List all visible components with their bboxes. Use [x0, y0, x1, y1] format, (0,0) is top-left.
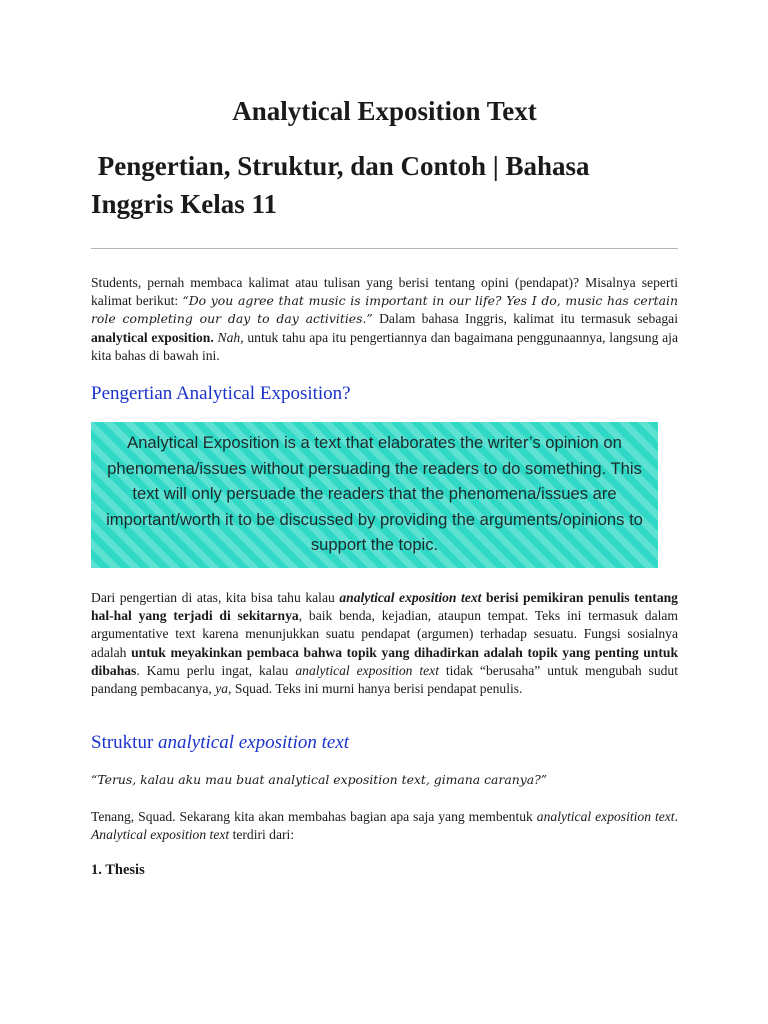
intro-nah: Nah [217, 329, 241, 345]
explanation-bold-1: berisi pemikiran penulis tentang hal-hal yang terjadi di sekitarnya [91, 590, 678, 624]
struktur-text-3: terdiri dari: [229, 827, 295, 843]
page-subtitle: Pengertian, Struktur, dan Contoh | Bahasa Inggris Kelas 11 [91, 151, 597, 219]
thesis-heading: 1. Thesis [91, 862, 145, 878]
explanation-italic-2: ya, [215, 681, 232, 697]
explanation-text-1: Dari pengertian di atas, kita bisa tahu kalau [91, 590, 340, 605]
struktur-paragraph [91, 808, 678, 844]
intro-quote: “Do you agree that music is important in our life? Yes I do, music has certain role completing our day to day activities.” [91, 293, 678, 327]
explanation-text-2: , baik benda, kejadian, ataupun tempat. Teks ini termasuk dalam argumentative text karena menunjukkan suatu pendapat (argumen) terhadap sesuatu. Fungsi sosialnya adalah [91, 608, 679, 660]
heading-struktur [91, 731, 349, 755]
explanation-paragraph [91, 589, 678, 698]
intro-bold-term: analytical exposition. [91, 329, 214, 345]
heading-pengertian: Pengertian Analytical Exposition? [91, 383, 351, 404]
struktur-text-2: . [674, 809, 678, 824]
explanation-italic-1: analytical exposition text [295, 662, 439, 678]
heading-struktur-italic: analytical exposition text [158, 732, 350, 753]
struktur-text-1: Tenang, Squad. Sekarang kita akan membahas bagian apa saja yang membentuk [91, 809, 537, 824]
explanation-text-3: . Kamu perlu ingat, kalau [136, 662, 296, 678]
intro-paragraph [91, 274, 678, 365]
struktur-quote: “Terus, kalau aku mau buat analytical exposition text, gimana caranya?” [91, 772, 548, 787]
definition-callout-text: Analytical Exposition is a text that elaborates the writer’s opinion on phenomena/issues without persuading the readers to do something. This text will only persuade the readers that the phenomena/issues are important/worth it to be discussed by providing the arguments/opinions to support the topic. [106, 433, 643, 554]
explanation-text-5: Squad. Teks ini murni hanya berisi pendapat penulis. [231, 681, 523, 697]
struktur-italic-1: analytical exposition text [536, 809, 675, 824]
horizontal-divider [91, 248, 678, 249]
intro-text-4: , untuk tahu apa itu pengertiannya dan bagaimana penggunaannya, langsung aja kita bahas di bawah ini. [91, 329, 678, 363]
struktur-italic-2: Analytical exposition text [91, 827, 230, 843]
explanation-bold-2: untuk meyakinkan pembaca bahwa topik yang dihadirkan adalah topik yang penting untuk dibahas [91, 644, 679, 678]
intro-text-2: Dalam bahasa Inggris, kalimat itu termasuk sebagai [372, 311, 678, 327]
definition-callout [91, 422, 658, 568]
heading-struktur-plain: Struktur [91, 732, 159, 753]
struktur-quote-paragraph [91, 771, 678, 789]
intro-text-1: Students, pernah membaca kalimat atau tulisan yang berisi tentang opini (pendapat)? Misalnya seperti kalimat berikut: [91, 275, 678, 309]
explanation-bold-italic-term: analytical exposition text [339, 590, 482, 605]
page-title: Analytical Exposition Text [232, 96, 537, 126]
explanation-text-4: tidak “berusaha” untuk mengubah sudut pandang pembacanya, [91, 662, 679, 697]
